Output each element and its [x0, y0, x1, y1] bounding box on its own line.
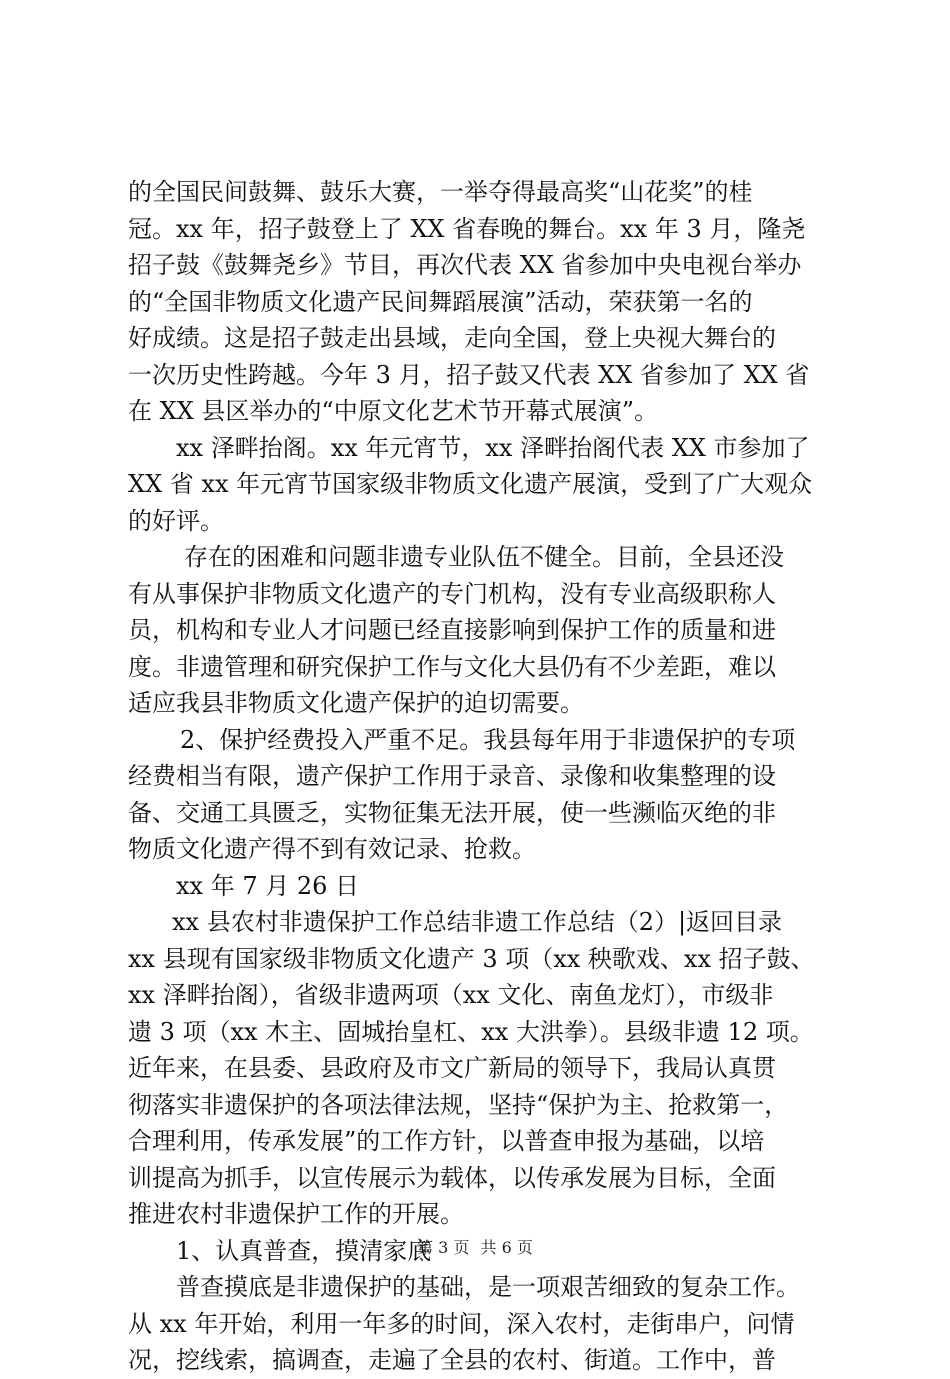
text-line: 一次历史性跨越。今年 3 月，招子鼓又代表 XX 省参加了 XX 省 — [128, 360, 810, 389]
text-line: 的“全国非物质文化遗产民间舞蹈展演”活动，荣获第一名的 — [128, 287, 753, 316]
text-line: 推进农村非遗保护工作的开展。 — [128, 1200, 464, 1228]
text-line: XX 省 xx 年元宵节国家级非物质文化遗产展演，受到了广大观众 — [128, 470, 813, 498]
text-line: 招子鼓《鼓舞尧乡》节目，再次代表 XX 省参加中央电视台举办 — [128, 251, 802, 279]
text-line: 存在的困难和问题非遗专业队伍不健全。目前，全县还没 — [184, 543, 784, 571]
text-line: 备、交通工具匮乏，实物征集无法开展，使一些濒临灭绝的非 — [128, 798, 776, 827]
section-heading: xx 县农村非遗保护工作总结非遗工作总结（2）|返回目录 — [172, 908, 783, 936]
text-line: xx 县现有国家级非物质文化遗产 3 项（xx 秧歌戏、xx 招子鼓、 — [128, 944, 815, 973]
text-line: 近年来，在县委、县政府及市文广新局的领导下，我局认真贯 — [128, 1054, 776, 1082]
text-line: 遗 3 项（xx 木主、固城抬皇杠、xx 大洪拳）。县级非遗 12 项。 — [128, 1017, 814, 1046]
text-line: 的好评。 — [128, 506, 224, 535]
text-line: 物质文化遗产得不到有效记录、抢救。 — [128, 835, 536, 863]
text-line: 度。非遗管理和研究保护工作与文化大县仍有不少差距，难以 — [128, 652, 776, 681]
text-line: xx 泽畔抬阁），省级非遗两项（xx 文化、南鱼龙灯），市级非 — [128, 981, 774, 1009]
text-line: 有从事保护非物质文化遗产的专门机构，没有专业高级职称人 — [128, 579, 776, 608]
text-line: xx 泽畔抬阁。xx 年元宵节，xx 泽畔抬阁代表 XX 市参加了 — [176, 433, 810, 462]
text-line: 从 xx 年开始，利用一年多的时间，深入农村，走街串户，问情 — [128, 1309, 795, 1338]
text-line: 况，挖线索，搞调查，走遍了全县的农村、街道。工作中，普 — [128, 1346, 776, 1374]
text-line: 彻落实非遗保护的各项法律法规，坚持“保护为主、抢救第一， — [128, 1090, 789, 1119]
page-footer — [0, 1238, 950, 1258]
text-line: 普查摸底是非遗保护的基础，是一项艰苦细致的复杂工作。 — [176, 1273, 800, 1301]
text-line: 好成绩。这是招子鼓走出县域，走向全国，登上央视大舞台的 — [128, 324, 776, 352]
document-body — [128, 174, 840, 1379]
date-line: xx 年 7 月 26 日 — [176, 871, 360, 900]
text-line: 合理利用，传承发展”的工作方针，以普查申报为基础，以培 — [128, 1127, 765, 1155]
text-line: 冠。xx 年，招子鼓登上了 XX 省春晚的舞台。xx 年 3 月，隆尧 — [128, 214, 806, 243]
text-line: 训提高为抓手，以宣传展示为载体，以传承发展为目标，全面 — [128, 1163, 776, 1192]
text-line: 员，机构和专业人才问题已经直接影响到保护工作的质量和进 — [128, 616, 776, 644]
text-line: 在 XX 县区举办的“中原文化艺术节开幕式展演”。 — [128, 397, 658, 425]
text-line: 2、保护经费投入严重不足。我县每年用于非遗保护的专项 — [180, 725, 796, 754]
page-total: 共 6 页 — [480, 1238, 533, 1257]
subheading: 1、认真普查，摸清家底 — [176, 1236, 432, 1265]
text-line: 适应我县非物质文化遗产保护的迫切需要。 — [128, 689, 584, 717]
text-line: 经费相当有限，遗产保护工作用于录音、录像和收集整理的设 — [128, 762, 776, 790]
text-line: 的全国民间鼓舞、鼓乐大赛，一举夺得最高奖“山花奖”的桂 — [128, 178, 753, 206]
page-number: 第 3 页 — [417, 1238, 470, 1257]
